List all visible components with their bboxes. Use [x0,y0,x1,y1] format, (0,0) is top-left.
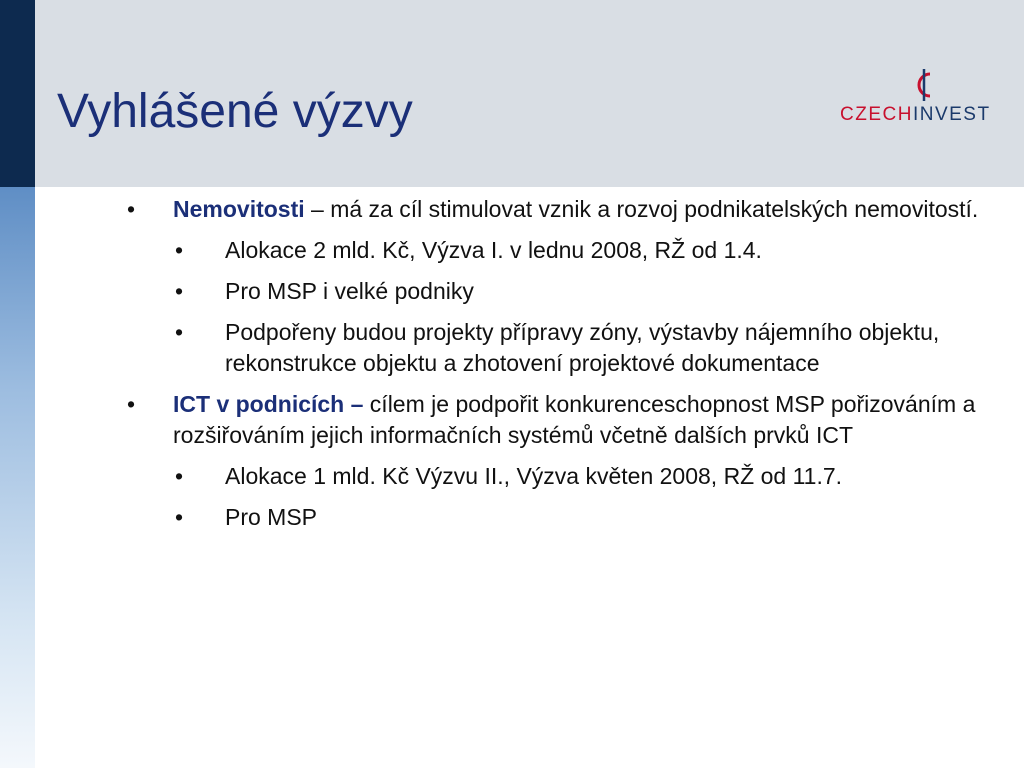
logo-text-czech: CZECH [840,104,913,125]
sub-item-text: Alokace 2 mld. Kč, Výzva I. v lednu 2008, RŽ od 1.4. [225,237,762,263]
list-item [115,389,995,451]
bullet-icon: • [175,319,184,345]
sub-list-item [115,502,995,533]
bullet-icon: • [175,237,184,263]
bullet-icon: • [175,463,184,489]
sub-list-item [115,461,995,492]
bullet-icon: • [175,278,184,304]
sub-list-item [115,276,995,307]
item-text: cílem je podpořit konkurenceschopnost MSP pořizováním a rozšiřováním jejich informačních systémů včetně dalších prvků ICT [173,391,976,448]
item-heading: Nemovitosti [173,196,305,222]
sub-list-item [115,317,995,379]
logo-wordmark [840,105,991,124]
item-heading: ICT v podnicích – [173,391,364,417]
list-item [115,194,995,225]
bullet-icon: • [127,196,136,222]
bullet-icon: • [175,504,184,530]
logo-mark-icon [908,68,940,102]
slide-title: Vyhlášené výzvy [57,85,413,138]
logo-text-invest: INVEST [912,104,991,125]
sub-item-text: Podpořeny budou projekty přípravy zóny, výstavby nájemního objektu, rekonstrukce objektu a zhotovení projektové dokumentace [225,319,940,376]
sub-item-text: Pro MSP i velké podniky [225,278,474,304]
item-text: – má za cíl stimulovat vznik a rozvoj podnikatelských nemovitostí. [304,196,979,222]
left-gradient-strip [0,187,35,768]
sub-item-text: Pro MSP [225,504,318,530]
czechinvest-logo [840,68,1000,128]
sub-list-item [115,235,995,266]
bullet-list [115,194,995,543]
left-accent-bar [0,0,35,187]
sub-item-text: Alokace 1 mld. Kč Výzvu II., Výzva květen 2008, RŽ od 11.7. [225,463,843,489]
bullet-icon: • [127,391,136,417]
